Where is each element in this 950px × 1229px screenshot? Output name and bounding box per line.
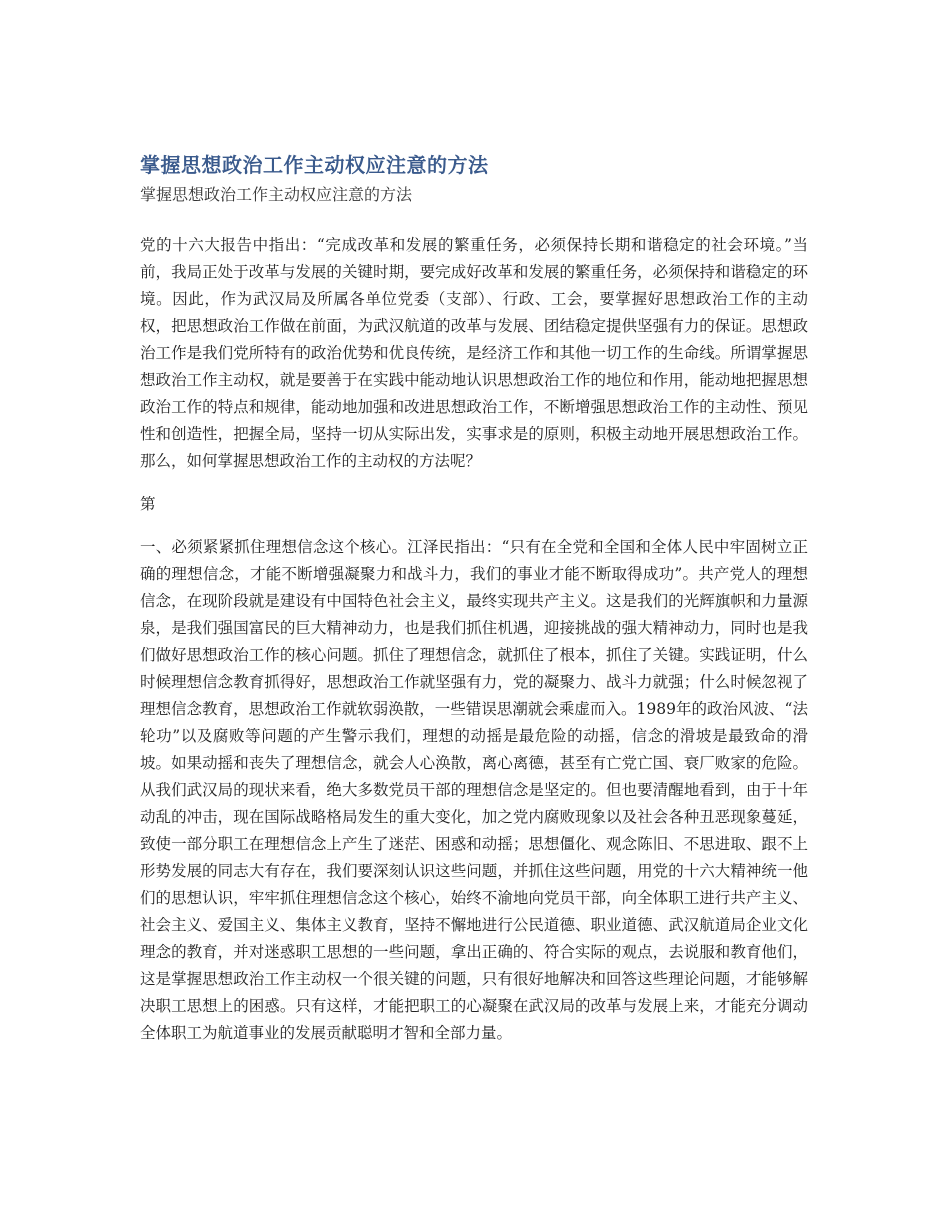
document-title: 掌握思想政治工作主动权应注意的方法 xyxy=(140,153,489,177)
paragraph-section-one: 一、必须紧紧抓住理想信念这个核心。江泽民指出：“只有在全党和全国和全体人民中牢固树立正确的理想信念，才能不断增强凝聚力和战斗力，我们的事业才能不断取得成功”。共产党人的理想信念，在现阶段就是建设有中国特色社会主义，最终实现共产主义。这是我们的光辉旗帜和力量源泉，是我们强国富民的巨大精神动力，也是我们抓住机遇，迎接挑战的强大精神动力，同时也是我们做好思想政治工作的核心问题。抓住了理想信念，就抓住了根本，抓住了关键。实践证明，什么时候理想信念教育抓得好，思想政治工作就坚强有力，党的凝聚力、战斗力就强；什么时候忽视了理想信念教育，思想政治工作就软弱涣散，一些错误思潮就会乘虚而入。1989年的政治风波、“法轮功”以及腐败等问题的产生警示我们，理想的动摇是最危险的动摇，信念的滑坡是最致命的滑坡。如果动摇和丧失了理想信念，就会人心涣散，离心离德，甚至有亡党亡国、衰厂败家的危险。从我们武汉局的现状来看，绝大多数党员干部的理想信念是坚定的。但也要清醒地看到，由于十年动乱的冲击，现在国际战略格局发生的重大变化，加之党内腐败现象以及社会各种丑恶现象蔓延，致使一部分职工在理想信念上产生了迷茫、困惑和动摇；思想僵化、观念陈旧、不思进取、跟不上形势发展的同志大有存在，我们要深刻认识这些问题，并抓住这些问题，用党的十六大精神统一他们的思想认识，牢牢抓住理想信念这个核心，始终不渝地向党员干部，向全体职工进行共产主义、社会主义、爱国主义、集体主义教育，坚持不懈地进行公民道德、职业道德、武汉航道局企业文化理念的教育，并对迷惑职工思想的一些问题，拿出正确的、符合实际的观点，去说服和教育他们，这是掌握思想政治工作主动权一个很关键的问题，只有很好地解决和回答这些理论问题，才能够解决职工思想上的困惑。只有这样，才能把职工的心凝聚在武汉局的改革与发展上来，才能充分调动全体职工为航道事业的发展贡献聪明才智和全部力量。 xyxy=(140,538,808,1042)
paragraph-ordinal: 第 xyxy=(140,495,156,513)
paragraph-intro: 党的十六大报告中指出：“完成改革和发展的繁重任务，必须保持长期和谐稳定的社会环境。”当前，我局正处于改革与发展的关键时期，要完成好改革和发展的繁重任务，必须保持和谐稳定的环境。因此，作为武汉局及所属各单位党委（支部）、行政、工会，要掌握好思想政治工作的主动权，把思想政治工作做在前面，为武汉航道的改革与发展、团结稳定提供坚强有力的保证。思想政治工作是我们党所特有的政治优势和优良传统，是经济工作和其他一切工作的生命线。所谓掌握思想政治工作主动权，就是要善于在实践中能动地认识思想政治工作的地位和作用，能动地把握思想政治工作的特点和规律，能动地加强和改进思想政治工作，不断增强思想政治工作的主动性、预见性和创造性，把握全局，坚持一切从实际出发，实事求是的原则，积极主动地开展思想政治工作。那么，如何掌握思想政治工作的主动权的方法呢？ xyxy=(140,236,808,470)
document-page xyxy=(140,150,808,1047)
document-subtitle: 掌握思想政治工作主动权应注意的方法 xyxy=(140,185,413,204)
